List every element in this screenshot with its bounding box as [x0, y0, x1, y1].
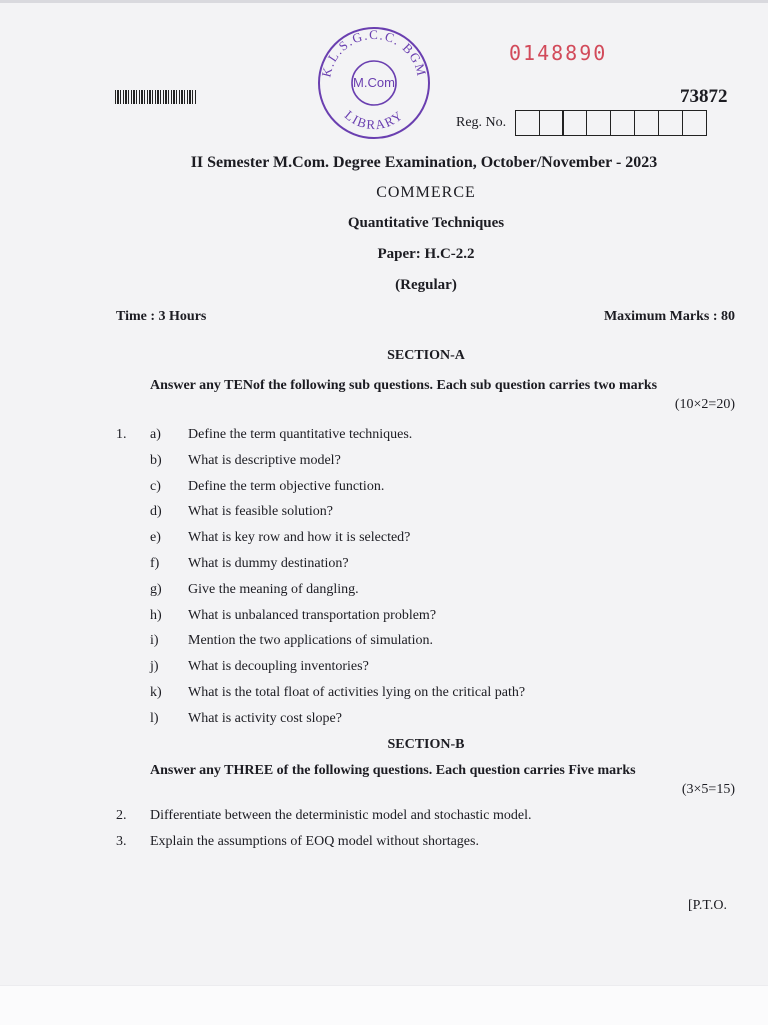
- subject-title: COMMERCE: [376, 184, 476, 201]
- sub-question-label: h): [150, 607, 162, 623]
- reg-no-label: Reg. No.: [456, 115, 507, 130]
- svg-text:K.L.S.G.C.C. BGM: [318, 27, 429, 79]
- library-stamp: [316, 25, 432, 141]
- course-title: Quantitative Techniques: [347, 215, 505, 231]
- serial-number: 0148890: [509, 41, 608, 65]
- reg-no-box: [610, 110, 635, 136]
- reg-no-boxes: [516, 110, 707, 136]
- sub-question-text: What is dummy destination?: [188, 556, 349, 571]
- sub-question-text: What is decoupling inventories?: [188, 659, 369, 675]
- section-b-instruction: Answer any THREE of the following questions. Each question carries Five marks: [150, 763, 636, 778]
- maximum-marks: Maximum Marks : 80: [603, 309, 735, 324]
- sub-question-label: e): [150, 530, 161, 546]
- sub-question-label: i): [150, 633, 159, 649]
- sub-question-label: j): [150, 659, 159, 675]
- stamp-ring-text: K.L.S.G.C.C. BGM: [318, 26, 430, 79]
- reg-no-box: [586, 110, 611, 136]
- page-turn-note: [P.T.O.: [688, 898, 728, 913]
- sub-question-label: b): [150, 452, 162, 468]
- sub-question-label: f): [150, 556, 160, 571]
- question-text: Explain the assumptions of EOQ model without shortages.: [150, 834, 479, 849]
- sub-question-text: What is feasible solution?: [188, 504, 334, 520]
- sub-question-label: a): [150, 427, 161, 442]
- reg-no-box: [562, 110, 587, 136]
- scan-edge-bottom: [0, 985, 768, 1025]
- sub-question-text: Give the meaning of dangling.: [188, 581, 359, 597]
- barcode: [115, 90, 197, 104]
- sub-question-label: g): [150, 581, 162, 597]
- section-b-title: SECTION-B: [387, 737, 465, 752]
- sub-question-text: Define the term objective function.: [188, 478, 385, 494]
- reg-no-box: [515, 110, 540, 136]
- stamp-bottom-text: LIBRARY: [341, 107, 407, 133]
- section-a-score: (10×2=20): [674, 397, 735, 412]
- exam-type: (Regular): [395, 277, 457, 293]
- question-number: 1.: [116, 427, 127, 442]
- reg-no-box: [682, 110, 707, 136]
- sub-question-text: Mention the two applications of simulation.: [188, 633, 433, 649]
- sub-question-text: What is key row and how it is selected?: [188, 530, 411, 546]
- scan-edge-top: [0, 0, 768, 3]
- exam-title: II Semester M.Com. Degree Examination, October/November - 2023: [190, 154, 658, 171]
- sub-question-text: What is descriptive model?: [188, 452, 341, 468]
- reg-no-box: [634, 110, 659, 136]
- sub-question-text: What is unbalanced transportation problem?: [188, 607, 437, 623]
- sub-question-label: c): [150, 478, 161, 494]
- sub-question-text: What is the total float of activities lying on the critical path?: [188, 685, 526, 700]
- reg-no-box: [539, 110, 564, 136]
- section-a-instruction: Answer any TENof the following sub questions. Each sub question carries two marks: [150, 378, 658, 393]
- question-text: Differentiate between the deterministic model and stochastic model.: [150, 808, 532, 823]
- paper-code-title: Paper: H.C-2.2: [377, 246, 475, 262]
- sub-question-label: l): [150, 710, 159, 726]
- sub-question-label: d): [150, 504, 162, 520]
- sub-question-label: k): [150, 685, 162, 700]
- section-b-score: (3×5=15): [681, 782, 735, 797]
- question-number: 2.: [116, 808, 127, 823]
- time-allowed: Time : 3 Hours: [116, 309, 207, 324]
- stamp-center-text: M.Com: [353, 75, 395, 90]
- sub-question-text: Define the term quantitative techniques.: [188, 427, 413, 442]
- sub-question-text: What is activity cost slope?: [188, 710, 342, 726]
- paper-code: 73872: [680, 86, 728, 107]
- question-number: 3.: [116, 834, 127, 849]
- section-a-title: SECTION-A: [387, 348, 465, 363]
- reg-no-box: [658, 110, 683, 136]
- svg-text:LIBRARY: [342, 107, 406, 132]
